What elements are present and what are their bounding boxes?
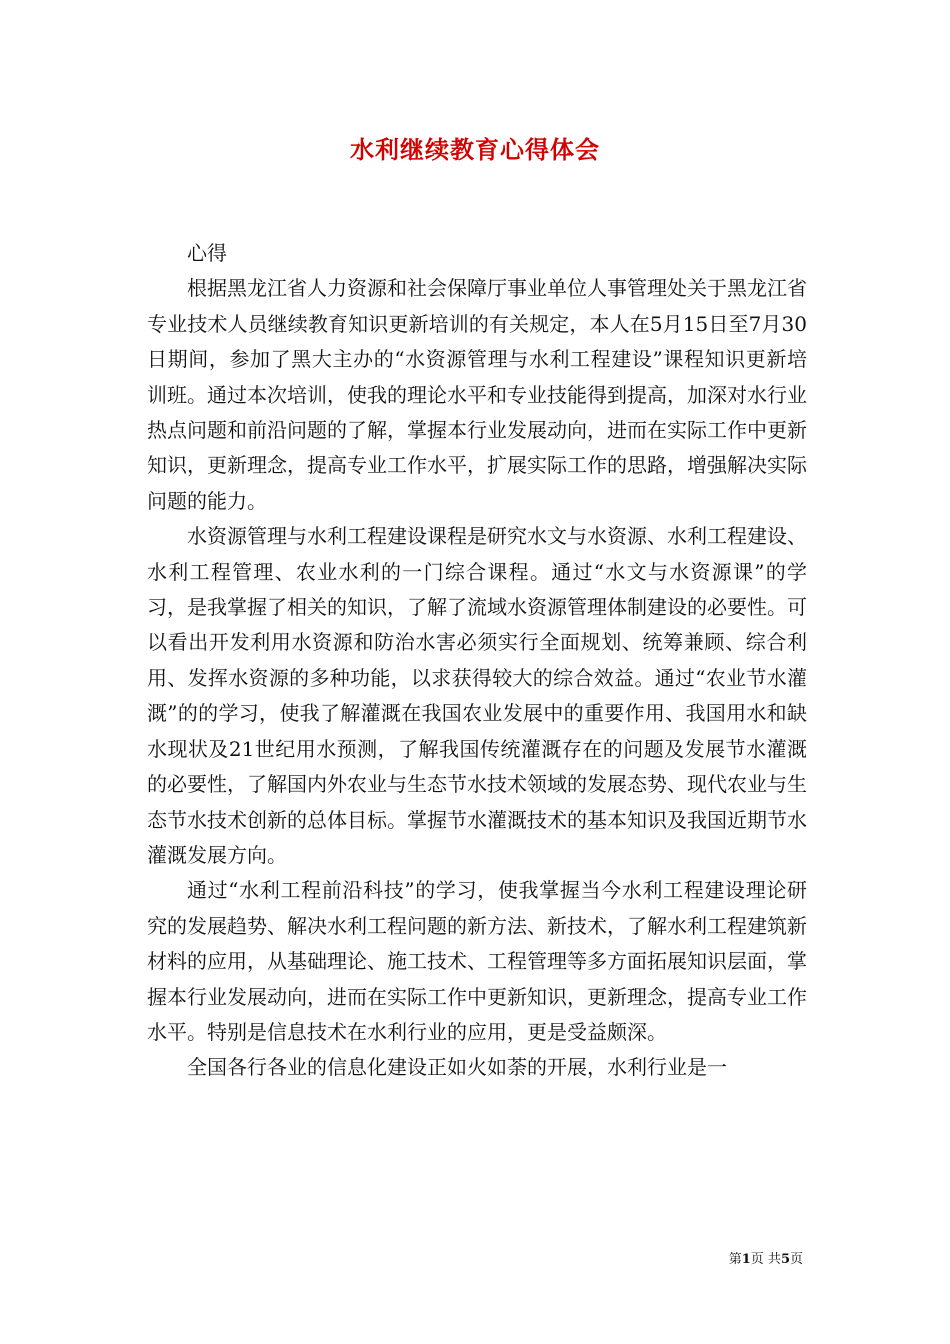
paragraph-heading: 心得 [187,241,227,265]
page-number-footer [729,1248,803,1267]
current-page-number: 1 [741,1252,751,1267]
total-page-number: 5 [780,1252,790,1267]
footer-middle: 页 共 [750,1252,781,1267]
paragraph: 水资源管理与水利工程建设课程是研究水文与水资源、水利工程建设、水利工程管理、农业水利的一门综合课程。通过“水文与水资源课”的学习，是我掌握了相关的知识，了解了流域水资源管理体制建设的必要性。可以看出开发利用水资源和防治水害必须实行全面规划、统筹兼顾、综合利用、发挥水资源的多种功能，以求获得较大的综合效益。通过“农业节水灌溉”的的学习，使我了解灌溉在我国农业发展中的重要作用、我国用水和缺水现状及21世纪用水预测，了解我国传统灌溉存在的问题及发展节水灌溉的必要性，了解国内外农业与生态节水技术领域的发展态势、现代农业与生态节水技术创新的总体目标。掌握节水灌溉技术的基本知识及我国近期节水灌溉发展方向。 [147,524,807,867]
paragraph: 通过“水利工程前沿科技”的学习，使我掌握当今水利工程建设理论研究的发展趋势、解决水利工程问题的新方法、新技术，了解水利工程建筑新材料的应用，从基础理论、施工技术、工程管理等多方面拓展知识层面，掌握本行业发展动向，进而在实际工作中更新知识，更新理念，提高专业工作水平。特别是信息技术在水利行业的应用，更是受益颇深。 [147,878,807,1044]
paragraph: 根据黑龙江省人力资源和社会保障厅事业单位人事管理处关于黑龙江省专业技术人员继续教育知识更新培训的有关规定，本人在5月15日至7月30日期间，参加了黑大主办的“水资源管理与水利工程建设”课程知识更新培训班。通过本次培训，使我的理论水平和专业技能得到提高，加深对水行业热点问题和前沿问题的了解，掌握本行业发展动向，进而在实际工作中更新知识，更新理念，提高专业工作水平，扩展实际工作的思路，增强解决实际问题的能力。 [147,276,807,513]
footer-prefix: 第 [728,1252,742,1267]
footer-suffix: 页 [789,1252,803,1267]
document-title: 水利继续教育心得体会 [350,135,600,164]
paragraph: 全国各行各业的信息化建设正如火如荼的开展，水利行业是一 [187,1055,727,1080]
document-body [147,236,807,1086]
